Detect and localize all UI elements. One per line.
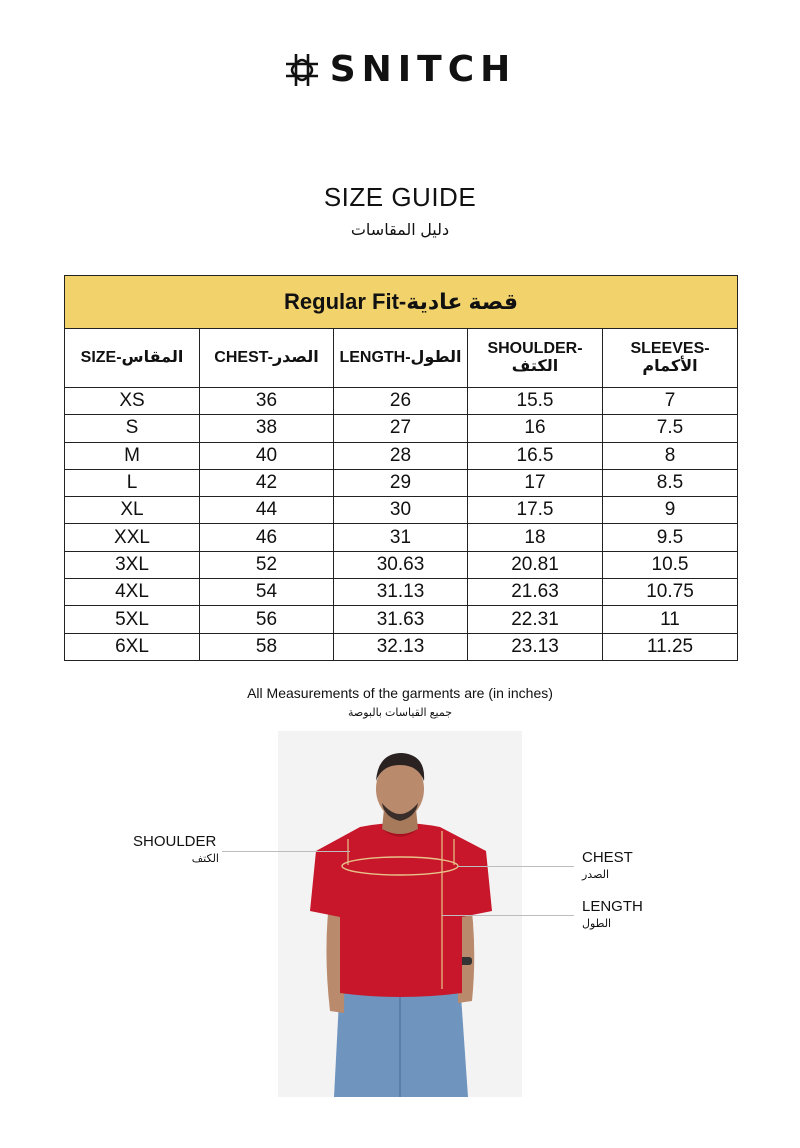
measurement-note-arabic: جميع القياسات بالبوصة <box>347 707 453 719</box>
chest-callout <box>582 849 633 881</box>
measurement-cell: 31 <box>334 524 468 551</box>
table-row <box>65 442 738 469</box>
table-row <box>65 551 738 578</box>
size-cell: XL <box>65 497 200 524</box>
brand-logo <box>0 49 800 90</box>
column-header-text: الأكمام <box>642 358 698 375</box>
column-header-text: LENGTH-الطول <box>339 349 462 366</box>
table-body <box>65 388 738 661</box>
brand-name: SNITCH <box>329 49 517 90</box>
measurement-cell: 22.31 <box>468 606 603 633</box>
table-row <box>65 415 738 442</box>
measurement-cell: 26 <box>334 388 468 415</box>
measurement-cell: 52 <box>200 551 334 578</box>
measurement-cell: 40 <box>200 442 334 469</box>
size-cell: XXL <box>65 524 200 551</box>
column-header <box>603 329 738 388</box>
measurement-cell: 30 <box>334 497 468 524</box>
model-photo <box>278 731 522 1097</box>
measurement-cell: 8 <box>603 442 738 469</box>
size-cell: L <box>65 469 200 496</box>
measurement-cell: 56 <box>200 606 334 633</box>
length-label: LENGTH <box>582 898 643 915</box>
measurement-cell: 46 <box>200 524 334 551</box>
measurement-cell: 29 <box>334 469 468 496</box>
chest-guide-line <box>458 866 574 867</box>
measurement-cell: 32.13 <box>334 633 468 660</box>
model-illustration <box>278 731 522 1097</box>
column-header-text: SLEEVES- <box>630 340 710 357</box>
measurement-cell: 28 <box>334 442 468 469</box>
measurement-cell: 8.5 <box>603 469 738 496</box>
table-row <box>65 388 738 415</box>
measurement-cell: 9.5 <box>603 524 738 551</box>
measurement-cell: 10.75 <box>603 579 738 606</box>
measurement-cell: 16.5 <box>468 442 603 469</box>
table-row <box>65 579 738 606</box>
column-header-row <box>65 329 738 388</box>
measurement-cell: 58 <box>200 633 334 660</box>
hash-grid-icon <box>284 52 320 88</box>
table-row <box>65 497 738 524</box>
measurement-cell: 23.13 <box>468 633 603 660</box>
measurement-cell: 7.5 <box>603 415 738 442</box>
measurement-note: All Measurements of the garments are (in inches) <box>247 685 553 701</box>
column-header <box>468 329 603 388</box>
size-cell: 6XL <box>65 633 200 660</box>
table-row <box>65 606 738 633</box>
size-cell: M <box>65 442 200 469</box>
measurement-cell: 27 <box>334 415 468 442</box>
column-header <box>200 329 334 388</box>
shoulder-guide-line <box>222 851 350 852</box>
size-cell: XS <box>65 388 200 415</box>
measurement-cell: 31.13 <box>334 579 468 606</box>
column-header <box>65 329 200 388</box>
length-guide-line <box>442 915 574 916</box>
measurement-cell: 17 <box>468 469 603 496</box>
measurement-cell: 15.5 <box>468 388 603 415</box>
measurement-cell: 10.5 <box>603 551 738 578</box>
page-title: SIZE GUIDE <box>323 182 477 212</box>
measurement-cell: 36 <box>200 388 334 415</box>
fit-label: Regular Fit-قصة عادية <box>65 276 738 329</box>
measurement-cell: 11 <box>603 606 738 633</box>
measurement-cell: 11.25 <box>603 633 738 660</box>
length-callout <box>582 898 643 930</box>
measurement-cell: 30.63 <box>334 551 468 578</box>
measurement-cell: 38 <box>200 415 334 442</box>
size-cell: 4XL <box>65 579 200 606</box>
shoulder-label: SHOULDER <box>133 833 217 850</box>
size-cell: 3XL <box>65 551 200 578</box>
size-cell: S <box>65 415 200 442</box>
measurement-cell: 44 <box>200 497 334 524</box>
column-header-text: CHEST-الصدر <box>214 349 319 366</box>
measurement-cell: 9 <box>603 497 738 524</box>
measurement-cell: 16 <box>468 415 603 442</box>
size-table <box>64 275 738 661</box>
chest-label: CHEST <box>582 849 633 866</box>
measurement-cell: 17.5 <box>468 497 603 524</box>
column-header-text: SIZE-المقاس <box>80 349 184 366</box>
table-row <box>65 633 738 660</box>
measurement-cell: 18 <box>468 524 603 551</box>
measurement-cell: 42 <box>200 469 334 496</box>
table-row <box>65 524 738 551</box>
size-cell: 5XL <box>65 606 200 633</box>
column-header-text: SHOULDER- <box>487 340 583 357</box>
shoulder-callout <box>133 833 219 865</box>
measurement-cell: 7 <box>603 388 738 415</box>
measurement-cell: 21.63 <box>468 579 603 606</box>
fit-header-row <box>65 276 738 329</box>
measurement-cell: 31.63 <box>334 606 468 633</box>
length-label-arabic: الطول <box>582 918 612 930</box>
page-title-arabic: دليل المقاسات <box>350 222 450 239</box>
column-header-text: الكتف <box>511 358 559 375</box>
measurement-cell: 54 <box>200 579 334 606</box>
chest-label-arabic: الصدر <box>582 869 610 881</box>
table-row <box>65 469 738 496</box>
shoulder-label-arabic: الكتف <box>191 853 219 865</box>
measurement-cell: 20.81 <box>468 551 603 578</box>
column-header <box>334 329 468 388</box>
